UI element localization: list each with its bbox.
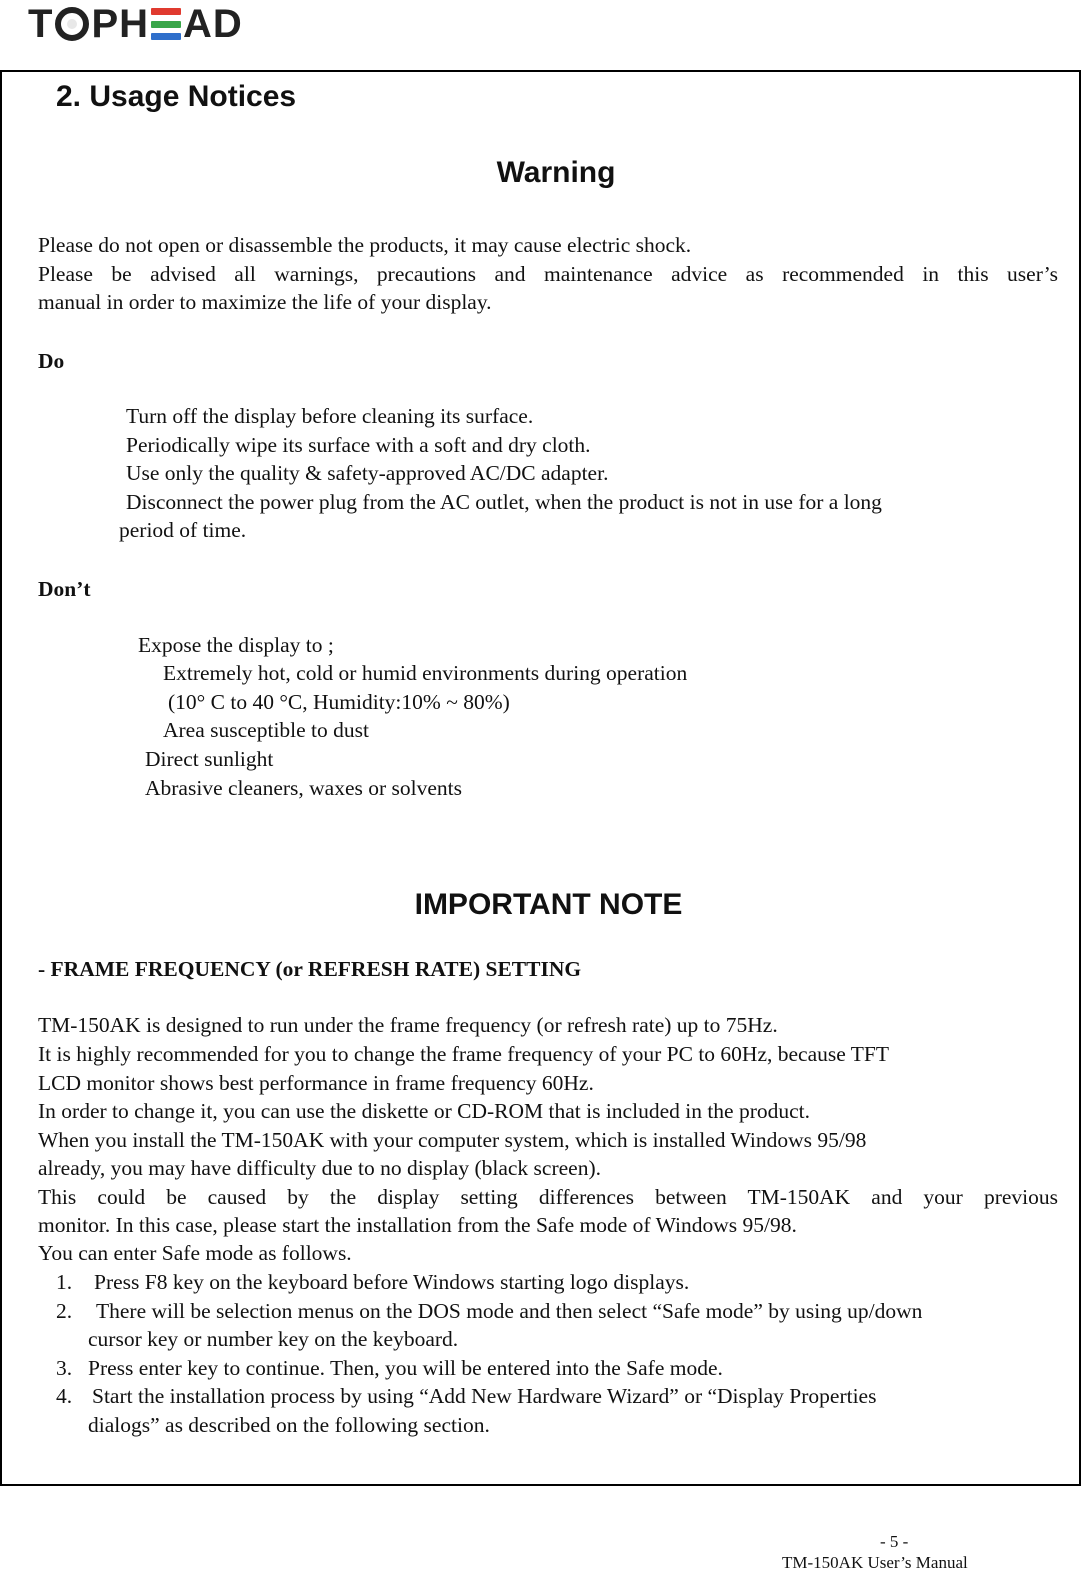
important-line: You can enter Safe mode as follows. [38,1241,352,1265]
do-item: Periodically wipe its surface with a soft and dry cloth. [126,433,591,457]
logo-tricolor-e-icon [151,8,181,40]
step-number: 2. [56,1299,73,1323]
important-line: This could be caused by the display setting differences between TM-150AK and your previous [38,1185,1058,1209]
dont-item: Area susceptible to dust [163,718,369,742]
dont-heading: Don’t [38,577,91,601]
logo-letters-ph: PH [91,1,150,46]
warning-advice-line1: Please be advised all warnings, precautions and maintenance advice as recommended in this user’s [38,262,1058,286]
logo-bar-green [151,21,181,28]
important-line: LCD monitor shows best performance in frame frequency 60Hz. [38,1071,594,1095]
step-text: There will be selection menus on the DOS mode and then select “Safe mode” by using up/down [96,1299,923,1323]
logo-bar-red [151,8,181,15]
step-text: Press F8 key on the keyboard before Windows starting logo displays. [94,1270,690,1294]
important-heading: IMPORTANT NOTE [414,888,683,921]
dont-item: Direct sunlight [145,747,274,771]
tophead-logo [28,2,243,46]
dont-item-range: (10° C to 40 °C, Humidity:10% ~ 80%) [168,690,510,714]
do-heading: Do [38,349,65,373]
logo-letter-t: T [28,1,54,46]
step-number: 1. [56,1270,73,1294]
important-line: It is highly recommended for you to change the frame frequency of your PC to 60Hz, because TFT [38,1042,889,1066]
step-text: Press enter key to continue. Then, you will be entered into the Safe mode. [88,1356,723,1380]
important-line: already, you may have difficulty due to no display (black screen). [38,1156,601,1180]
warning-line: Please do not open or disassemble the products, it may cause electric shock. [38,233,692,257]
do-item-continued: period of time. [119,518,247,542]
do-item: Turn off the display before cleaning its surface. [126,404,534,428]
logo-o-ring-icon [55,7,89,41]
important-line: monitor. In this case, please start the installation from the Safe mode of Windows 95/98. [38,1213,797,1237]
step-text-continued: cursor key or number key on the keyboard. [88,1327,459,1351]
step-number: 3. [56,1356,73,1380]
do-item: Use only the quality & safety-approved AC/DC adapter. [126,461,609,485]
warning-heading: Warning [496,156,616,189]
logo-bar-blue [151,33,181,40]
step-text: Start the installation process by using “Add New Hardware Wizard” or “Display Properties [92,1384,877,1408]
dont-item: Abrasive cleaners, waxes or solvents [145,776,463,800]
important-line: When you install the TM-150AK with your computer system, which is installed Windows 95/98 [38,1128,867,1152]
important-line: In order to change it, you can use the diskette or CD-ROM that is included in the product. [38,1099,811,1123]
step-number: 4. [56,1384,73,1408]
page-number: - 5 - [880,1532,909,1551]
dont-item: Extremely hot, cold or humid environments during operation [163,661,688,685]
section-title: 2. Usage Notices [56,80,297,113]
manual-name: TM-150AK User’s Manual [782,1553,968,1572]
warning-advice-line2: manual in order to maximize the life of your display. [38,290,492,314]
important-subheading: - FRAME FREQUENCY (or REFRESH RATE) SETTING [38,957,582,981]
important-line: TM-150AK is designed to run under the frame frequency (or refresh rate) up to 75Hz. [38,1013,778,1037]
logo-letters-ad: AD [183,1,243,46]
dont-intro: Expose the display to ; [138,633,334,657]
step-text-continued: dialogs” as described on the following section. [88,1413,490,1437]
do-item: Disconnect the power plug from the AC outlet, when the product is not in use for a long [126,490,882,514]
